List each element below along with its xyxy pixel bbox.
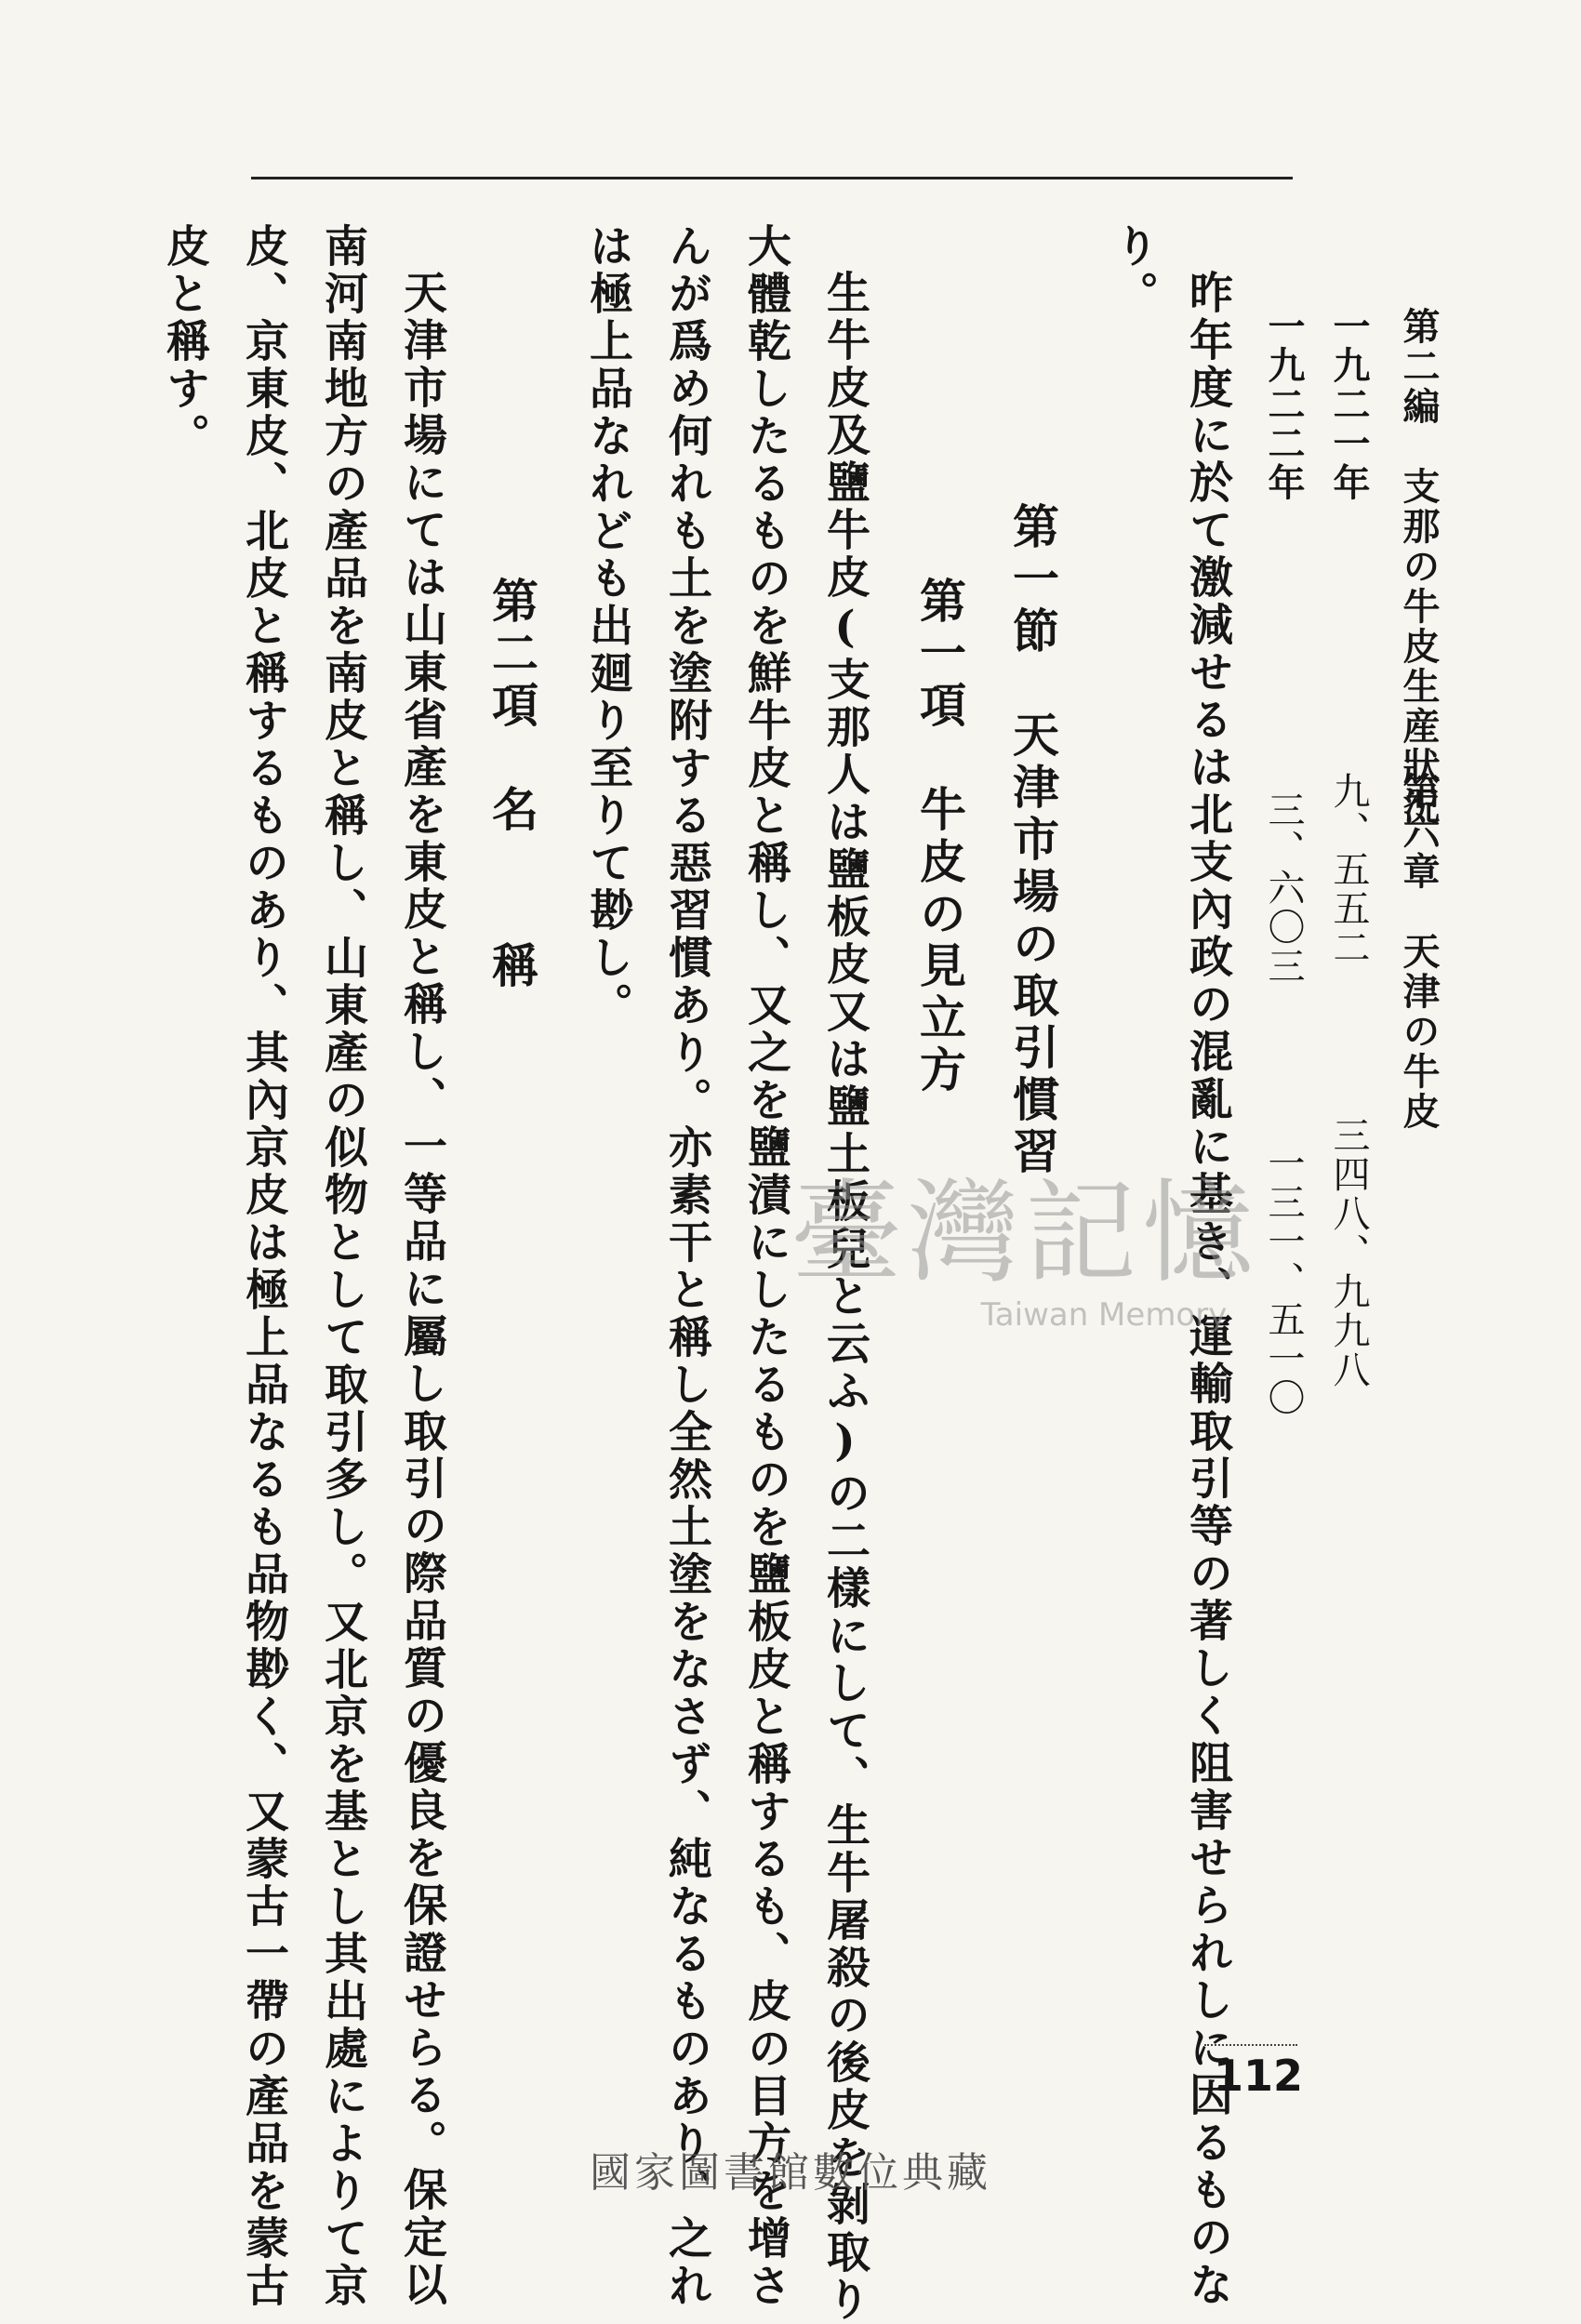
paragraph-line: んが爲め何れも土を塗附する惡習慣あり。亦素干と稱し全然土塗をなさず、純なるものあり、之れ: [661, 223, 712, 2310]
table-row-value1: 九、五五二: [1327, 772, 1370, 967]
paragraph-line: は極上品なれども出廻り至りて尠し。: [582, 223, 633, 1029]
table-row-value2: 三四八、九九八: [1327, 1116, 1370, 1389]
page-number-rule: [1204, 2044, 1297, 2046]
paragraph-line: 皮と稱す。: [159, 223, 210, 460]
section-heading: 第一節 天津市場の取引慣習: [1005, 502, 1060, 1179]
watermark-title: 臺灣記憶: [790, 1169, 1259, 1298]
paragraph-line: 南河南地方の產品を南皮と稱し、山東產の似物として取引多し。又北京を基とし其出處によりて京: [317, 223, 368, 2310]
item-heading: 第二項 名 稱: [485, 577, 539, 993]
footer-credit: 國家圖書館數位典藏: [590, 2149, 991, 2197]
table-row-value2: 一三一、五一〇: [1262, 1144, 1305, 1417]
paragraph-line: 昨年度に於て激減せるは北支內政の混亂に基き、運輸取引等の著しく阻害せられしに因るものな: [1182, 270, 1233, 2309]
paragraph-line: 大體乾したるものを鮮牛皮と稱し、又之を鹽漬にしたるものを鹽板皮と稱するも、皮の目方を增さ: [740, 223, 791, 2310]
paragraph-line: り。: [1108, 223, 1159, 318]
header-rule: [251, 177, 1293, 179]
paragraph-line: 皮、京東皮、北皮と稱するものあり、其內京皮は極上品なるも品物尠く、又蒙古一帶の產品を蒙古: [238, 223, 289, 2310]
item-heading: 第一項 牛皮の見立方: [912, 577, 967, 1097]
watermark: [790, 1144, 1259, 1334]
running-header-chapter: 第六章 天津の牛皮: [1397, 772, 1441, 1132]
table-row-year: 一九二一年: [1327, 307, 1371, 502]
table-row-year: 一九二二年: [1262, 307, 1306, 502]
page-number: 112: [1214, 2051, 1304, 2101]
paragraph-line: 生牛皮及鹽牛皮(支那人は鹽板皮又は鹽土板兒と云ふ)の二樣にして、生牛屠殺の後皮を剝取り: [819, 270, 870, 2324]
table-row-value1: 三、六〇三: [1262, 790, 1305, 986]
running-header-part: 第二編 支那の牛皮生産狀況: [1397, 307, 1441, 827]
paragraph-line: 天津市場にては山東省產を東皮と稱し、一等品に屬し取引の際品質の優良を保證せらる。保定以: [396, 270, 447, 2309]
watermark-subtitle: Taiwan Memory: [980, 1296, 1228, 1334]
